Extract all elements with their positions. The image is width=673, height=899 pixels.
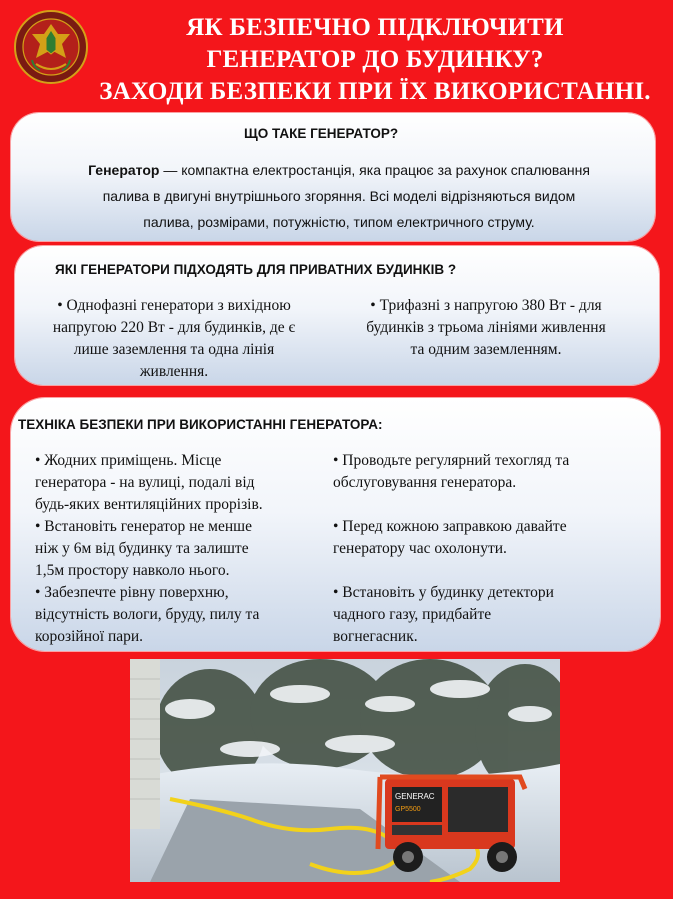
generator-brand: GENERAC xyxy=(395,792,435,801)
section3-left-line: корозійної пари. xyxy=(35,628,144,645)
section3-left-line: 1,5м простору навколо нього. xyxy=(35,562,230,579)
section3-right-line: обслуговування генератора. xyxy=(333,474,517,491)
section2-right-line: будинків з трьома лініями живлення xyxy=(366,319,606,336)
section1-definition-line3: палива, розмірами, потужністю, типом електричного струму. xyxy=(143,214,535,230)
title-line-3: ЗАХОДИ БЕЗПЕКИ ПРИ ЇХ ВИКОРИСТАННІ. xyxy=(99,78,651,105)
title-line-2: ГЕНЕРАТОР ДО БУДИНКУ? xyxy=(206,46,544,73)
section2-left-line: живлення. xyxy=(139,363,209,380)
section3-right-line: • Перед кожною заправкою давайте xyxy=(333,518,567,535)
section3-right-line: • Встановіть у будинку детектори xyxy=(333,584,554,601)
section2-right-column xyxy=(341,295,631,361)
section3-right-column xyxy=(333,450,643,648)
section2-right-line: • Трифазні з напругою 380 Вт - для xyxy=(370,297,602,314)
section2-right-line: та одним заземленням. xyxy=(410,341,562,358)
emblem-logo xyxy=(14,10,88,84)
section1-definition-line1: — компактна електростанція, яка працює за рахунок спалювання xyxy=(159,162,590,178)
generator-photo xyxy=(130,659,560,882)
section3-left-line: відсутність вологи, бруду, пилу та xyxy=(35,606,260,623)
suitable-generators-panel xyxy=(15,246,659,385)
section2-left-line: лише заземлення та одна лінія xyxy=(73,341,275,358)
section3-left-line: ніж у 6м від будинку та залиште xyxy=(35,540,249,557)
what-is-generator-panel xyxy=(11,113,655,241)
section3-right-line xyxy=(333,494,643,516)
section2-left-line: • Однофазні генератори з вихідною xyxy=(57,297,291,314)
section3-right-line: вогнегасник. xyxy=(333,628,418,645)
section3-right-line: • Проводьте регулярний техогляд та xyxy=(333,452,570,469)
page-title xyxy=(95,12,655,108)
section3-left-column xyxy=(35,450,335,648)
section1-heading: ЩО ТАКЕ ГЕНЕРАТОР? xyxy=(244,126,399,141)
section3-left-line: будь-яких вентиляційних прорізів. xyxy=(35,496,263,513)
section1-definition-line2: палива в двигуні внутрішнього згоряння. Всі моделі відрізняються видом xyxy=(102,188,576,204)
title-line-1: ЯК БЕЗПЕЧНО ПІДКЛЮЧИТИ xyxy=(186,14,564,41)
generator-model: GP5500 xyxy=(395,806,421,813)
section2-left-line: напругою 220 Вт - для будинків, де є xyxy=(52,319,296,336)
section3-left-line: • Жодних приміщень. Місце xyxy=(35,452,222,469)
section3-right-line: генератору час охолонути. xyxy=(333,540,507,557)
section3-heading: ТЕХНІКА БЕЗПЕКИ ПРИ ВИКОРИСТАННІ ГЕНЕРАТОРА: xyxy=(18,417,383,432)
section3-right-line xyxy=(333,560,643,582)
section3-left-line: • Забезпечте рівну поверхню, xyxy=(35,584,229,601)
section3-left-line: генератора - на вулиці, подалі від xyxy=(35,474,255,491)
section1-term: Генератор xyxy=(88,162,160,178)
section2-heading: ЯКІ ГЕНЕРАТОРИ ПІДХОДЯТЬ ДЛЯ ПРИВАТНИХ БУДИНКІВ ? xyxy=(55,262,457,277)
section1-definition xyxy=(39,157,639,235)
section2-left-column xyxy=(29,295,319,383)
safety-rules-panel xyxy=(11,398,660,651)
section3-right-line: чадного газу, придбайте xyxy=(333,606,492,623)
section3-left-line: • Встановіть генератор не менше xyxy=(35,518,252,535)
